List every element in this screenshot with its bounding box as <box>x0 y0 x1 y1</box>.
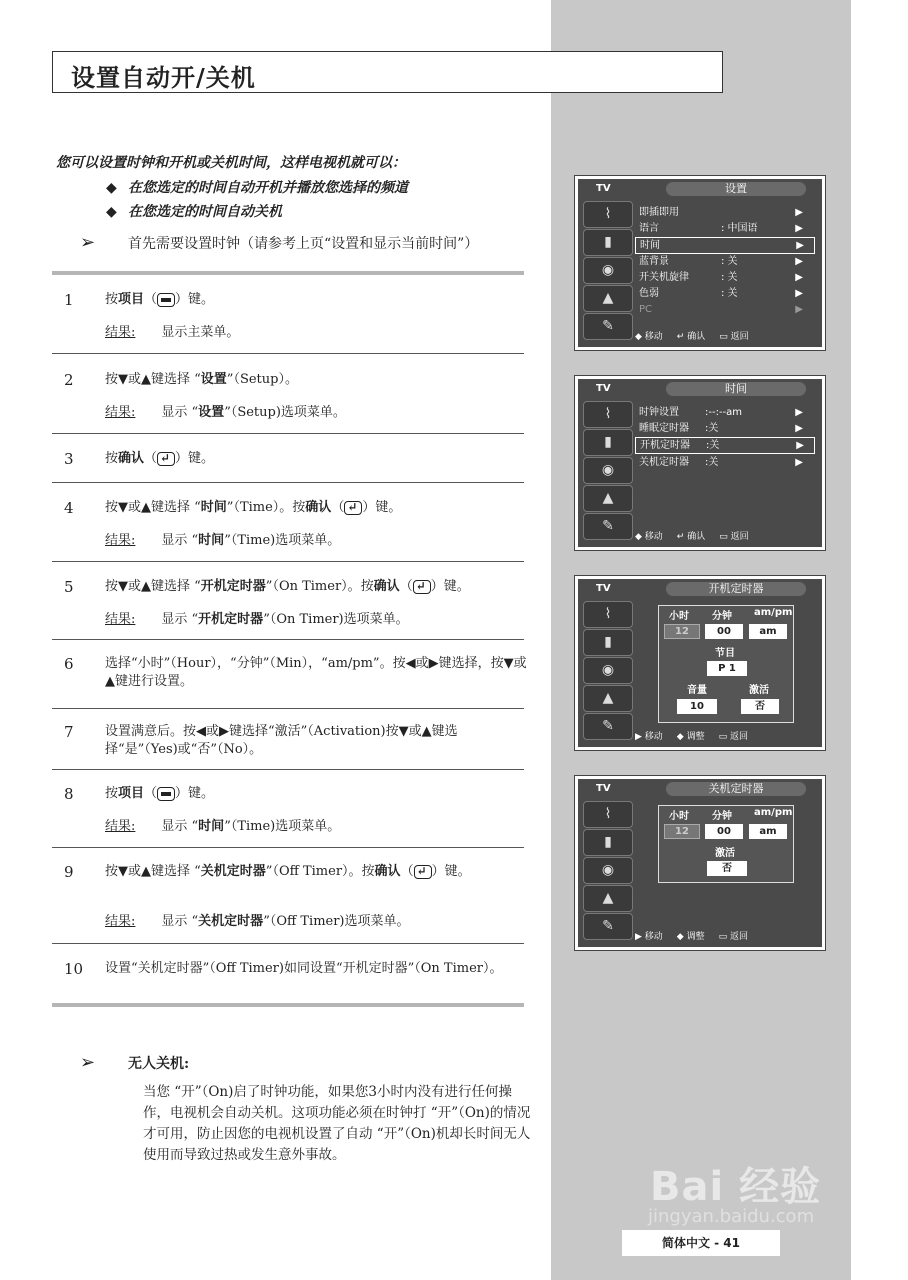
setup-icon: ✎ <box>583 313 633 340</box>
antenna-icon: ⌇ <box>583 801 633 828</box>
activation-field[interactable]: 否 <box>741 699 779 714</box>
menu-row-selected[interactable]: 开机定时器 :关 ▶ <box>635 437 815 454</box>
note-clock: ➢ 首先需要设置时钟（请参考上页“设置和显示当前时间”） <box>80 232 479 253</box>
menu-icon-column <box>583 401 633 541</box>
channel-icon: ▲ <box>583 885 633 912</box>
menu-row[interactable]: 蓝背景 : 关 ▶ <box>639 256 803 267</box>
enter-key-icon <box>344 501 362 515</box>
setup-icon: ✎ <box>583 513 633 540</box>
page-title-box <box>52 51 723 93</box>
menu-icon-column <box>583 801 633 941</box>
ampm-field[interactable]: am <box>749 624 787 639</box>
divider <box>52 482 524 483</box>
diamond-icon: ◆ <box>106 180 117 196</box>
timer-grid: 小时 分钟 am/pm 12 00 am 节目 P 1 音量 激活 10 否 <box>658 605 794 723</box>
enter-key-icon <box>414 865 432 879</box>
menu-footer: ▶ 移动 ◆ 调整 ▭ 返回 <box>635 732 748 742</box>
bullet-2: ◆ 在您选定的时间自动关机 <box>106 204 282 220</box>
diamond-icon: ◆ <box>106 204 117 220</box>
watermark-url: jingyan.baidu.com <box>648 1206 815 1227</box>
divider <box>52 271 524 275</box>
menu-footer: ◆ 移动 ↵ 确认 ▭ 返回 <box>635 332 749 342</box>
picture-icon: ▮ <box>583 429 633 456</box>
menu-row[interactable]: PC ▶ <box>639 304 803 315</box>
minute-field[interactable]: 00 <box>705 624 743 639</box>
menu-row[interactable]: 时钟设置 :--:--am ▶ <box>639 407 803 418</box>
menu-row[interactable]: 色弱 : 关 ▶ <box>639 288 803 299</box>
menu-footer: ◆ 移动 ↵ 确认 ▭ 返回 <box>635 532 749 542</box>
divider <box>52 943 524 944</box>
antenna-icon: ⌇ <box>583 601 633 628</box>
minute-field[interactable]: 00 <box>705 824 743 839</box>
menu-row[interactable]: 语言 : 中国语 ▶ <box>639 223 803 234</box>
divider <box>52 708 524 709</box>
picture-icon: ▮ <box>583 829 633 856</box>
menu-icon-column <box>583 201 633 341</box>
setup-icon: ✎ <box>583 713 633 740</box>
page-number: 简体中文 - 41 <box>622 1230 780 1256</box>
setup-icon: ✎ <box>583 913 633 940</box>
picture-icon: ▮ <box>583 629 633 656</box>
ampm-field[interactable]: am <box>749 824 787 839</box>
menu-row[interactable]: 关机定时器 :关 ▶ <box>639 457 803 468</box>
divider <box>52 433 524 434</box>
antenna-icon: ⌇ <box>583 401 633 428</box>
divider <box>52 561 524 562</box>
divider <box>52 639 524 640</box>
note-auto-off-body: 当您 “开”（On)启了时钟功能，如果您3小时内没有进行任何操作，电视机会自动关机。这项功能必须在时钟打 “开”（On)的情况才可用，防止因您的电视机设置了自动 “开”（On)机却长时间无人使用而导致过热或发生意外事故。 <box>143 1084 531 1163</box>
menu-row-selected[interactable]: 时间 ▶ <box>635 237 815 254</box>
activation-field[interactable]: 否 <box>707 861 747 876</box>
sound-icon: ◉ <box>583 257 633 284</box>
tv-menu-time: TV 时间 ⌇ ▮ ◉ ▲ ✎ 时钟设置 :--:--am ▶ 睡眠定时器 :关 ▶ 开机定时器 :关 ▶ 关机定时器 :关 ▶ ◆ 移动 ↵ 确认 ▭ 返回 <box>575 376 825 550</box>
sound-icon: ◉ <box>583 457 633 484</box>
menu-row[interactable]: 开关机旋律 : 关 ▶ <box>639 272 803 283</box>
tv-menu-on-timer: TV 开机定时器 ⌇ ▮ ◉ ▲ ✎ 小时 分钟 am/pm 12 00 am 节目 P 1 音量 激活 10 否 ▶ 移动 ◆ 调整 ▭ 返回 <box>575 576 825 750</box>
menu-row[interactable]: 即插即用 ▶ <box>639 207 803 218</box>
timer-grid: 小时 分钟 am/pm 12 00 am 激活 否 <box>658 805 794 883</box>
sound-icon: ◉ <box>583 857 633 884</box>
tv-menu-setup: TV 设置 ⌇ ▮ ◉ ▲ ✎ 即插即用 ▶ 语言 : 中国语 ▶ 时间 ▶ 蓝背景 : 关 ▶ 开关机旋律 : 关 ▶ 色弱 : 关 ▶ PC ▶ ◆ 移动 ↵ 确认 ▭ 返回 <box>575 176 825 350</box>
divider <box>52 847 524 848</box>
arrow-icon: ➢ <box>80 232 96 253</box>
menu-key-icon <box>157 293 175 307</box>
menu-row[interactable]: 睡眠定时器 :关 ▶ <box>639 423 803 434</box>
enter-key-icon <box>157 452 175 466</box>
channel-icon: ▲ <box>583 685 633 712</box>
note-auto-off-title: ➢ 无人关机: <box>80 1052 190 1073</box>
watermark-logo: Bai 经验 <box>650 1164 822 1210</box>
enter-key-icon <box>413 580 431 594</box>
menu-footer: ▶ 移动 ◆ 调整 ▭ 返回 <box>635 932 748 942</box>
channel-icon: ▲ <box>583 285 633 312</box>
menu-key-icon <box>157 787 175 801</box>
picture-icon: ▮ <box>583 229 633 256</box>
volume-field[interactable]: 10 <box>677 699 717 714</box>
hour-field[interactable]: 12 <box>664 624 700 639</box>
bullet-1: ◆ 在您选定的时间自动开机并播放您选择的频道 <box>106 180 408 196</box>
hour-field[interactable]: 12 <box>664 824 700 839</box>
channel-icon: ▲ <box>583 485 633 512</box>
intro-text: 您可以设置时钟和开机或关机时间，这样电视机就可以： <box>56 155 406 171</box>
program-field[interactable]: P 1 <box>707 661 747 676</box>
antenna-icon: ⌇ <box>583 201 633 228</box>
menu-icon-column <box>583 601 633 741</box>
divider <box>52 1003 524 1007</box>
page-title: 设置自动开/关机 <box>71 63 256 92</box>
sound-icon: ◉ <box>583 657 633 684</box>
divider <box>52 769 524 770</box>
tv-menu-off-timer: TV 关机定时器 ⌇ ▮ ◉ ▲ ✎ 小时 分钟 am/pm 12 00 am 激活 否 ▶ 移动 ◆ 调整 ▭ 返回 <box>575 776 825 950</box>
divider <box>52 353 524 354</box>
arrow-icon: ➢ <box>80 1052 96 1073</box>
